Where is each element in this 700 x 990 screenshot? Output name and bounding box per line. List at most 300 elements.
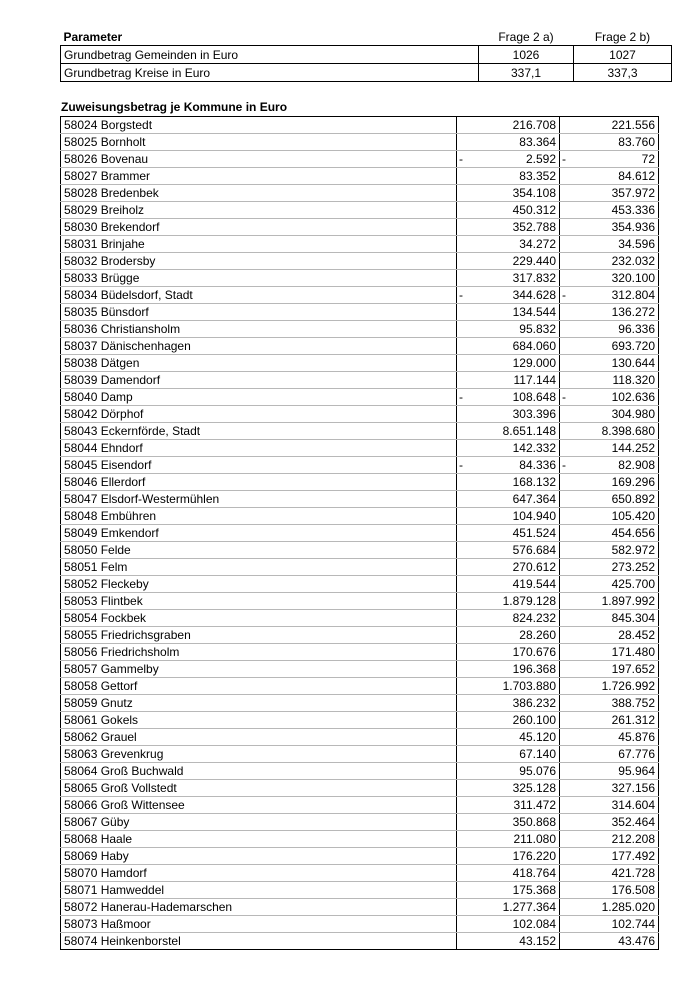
municipality-name: 58066 Groß Wittensee xyxy=(61,797,457,814)
amount-b-cell xyxy=(560,168,659,185)
amount-value: 170.676 xyxy=(512,645,556,659)
amount-a-cell xyxy=(457,287,560,304)
table-row xyxy=(61,763,659,780)
amount-value: 845.304 xyxy=(611,611,655,625)
amount-b-cell xyxy=(560,423,659,440)
amount-b-cell xyxy=(560,899,659,916)
amount-b-cell xyxy=(560,627,659,644)
municipality-name: 58074 Heinkenborstel xyxy=(61,933,457,950)
amount-value: 354.108 xyxy=(512,186,556,200)
amount-value: 453.336 xyxy=(611,203,655,217)
negative-sign: - xyxy=(459,390,463,404)
amount-a-cell xyxy=(457,338,560,355)
amount-b-cell xyxy=(560,763,659,780)
amount-a-cell xyxy=(457,763,560,780)
municipality-name: 58061 Gokels xyxy=(61,712,457,729)
amount-b-cell xyxy=(560,304,659,321)
amount-value: 104.940 xyxy=(512,509,556,523)
table-row xyxy=(61,525,659,542)
table-row xyxy=(61,916,659,933)
parameter-header-row xyxy=(61,28,672,46)
municipality-name: 58054 Fockbek xyxy=(61,610,457,627)
table-row xyxy=(61,236,659,253)
municipality-name: 58047 Elsdorf-Westermühlen xyxy=(61,491,457,508)
amount-value: 28.452 xyxy=(618,628,655,642)
amount-value: 102.744 xyxy=(611,917,655,931)
amount-value: 1.879.128 xyxy=(502,594,556,608)
table-row xyxy=(61,270,659,287)
amount-value: 261.312 xyxy=(611,713,655,727)
amount-a-cell xyxy=(457,236,560,253)
amount-value: 134.544 xyxy=(512,305,556,319)
amount-b-cell xyxy=(560,661,659,678)
amount-value: 647.364 xyxy=(512,492,556,506)
table-row xyxy=(61,474,659,491)
amount-value: 212.208 xyxy=(611,832,655,846)
parameter-label: Grundbetrag Kreise in Euro xyxy=(61,64,479,82)
municipality-name: 58053 Flintbek xyxy=(61,593,457,610)
table-row xyxy=(61,168,659,185)
amount-value: 221.556 xyxy=(611,118,655,132)
amount-b-cell xyxy=(560,355,659,372)
amount-a-cell xyxy=(457,525,560,542)
amount-b-cell xyxy=(560,270,659,287)
table-row xyxy=(61,780,659,797)
table-row xyxy=(61,219,659,236)
table-row xyxy=(61,321,659,338)
amount-value: 419.544 xyxy=(512,577,556,591)
amount-b-cell xyxy=(560,372,659,389)
amount-b-cell xyxy=(560,933,659,950)
table-row xyxy=(61,423,659,440)
table-row xyxy=(61,355,659,372)
table-row xyxy=(61,678,659,695)
amount-a-cell xyxy=(457,593,560,610)
municipality-name: 58057 Gammelby xyxy=(61,661,457,678)
amount-value: 196.368 xyxy=(512,662,556,676)
amount-value: 260.100 xyxy=(512,713,556,727)
negative-sign: - xyxy=(459,458,463,472)
amount-b-cell xyxy=(560,848,659,865)
table-row xyxy=(61,372,659,389)
amount-b-cell xyxy=(560,457,659,474)
parameter-value-a: 337,1 xyxy=(479,64,574,82)
table-row xyxy=(61,134,659,151)
amount-value: 425.700 xyxy=(611,577,655,591)
amount-value: 311.472 xyxy=(513,798,556,812)
table-row xyxy=(61,389,659,406)
amount-b-cell xyxy=(560,797,659,814)
amount-b-cell xyxy=(560,695,659,712)
municipality-name: 58058 Gettorf xyxy=(61,678,457,695)
amount-b-cell xyxy=(560,117,659,134)
amount-value: 454.656 xyxy=(611,526,655,540)
amount-value: 388.752 xyxy=(611,696,655,710)
amount-b-cell xyxy=(560,253,659,270)
municipality-name: 58062 Grauel xyxy=(61,729,457,746)
table-row xyxy=(61,491,659,508)
amount-value: 1.277.364 xyxy=(502,900,556,914)
amount-value: 84.336 xyxy=(519,458,556,472)
municipality-name: 58038 Dätgen xyxy=(61,355,457,372)
municipality-name: 58069 Haby xyxy=(61,848,457,865)
amount-a-cell xyxy=(457,848,560,865)
amount-value: 144.252 xyxy=(611,441,655,455)
amount-value: 108.648 xyxy=(512,390,556,404)
amount-b-cell xyxy=(560,882,659,899)
amount-a-cell xyxy=(457,661,560,678)
amount-value: 175.368 xyxy=(512,883,556,897)
table-row xyxy=(61,695,659,712)
table-row xyxy=(61,542,659,559)
amount-b-cell xyxy=(560,338,659,355)
amount-value: 8.398.680 xyxy=(601,424,655,438)
amount-value: 650.892 xyxy=(611,492,655,506)
amount-a-cell xyxy=(457,644,560,661)
amount-value: 270.612 xyxy=(512,560,556,574)
amount-value: 197.652 xyxy=(611,662,655,676)
document-page xyxy=(60,28,653,950)
amount-value: 216.708 xyxy=(512,118,556,132)
table-row xyxy=(61,593,659,610)
amount-a-cell xyxy=(457,253,560,270)
amount-value: 1.285.020 xyxy=(601,900,655,914)
municipality-name: 58042 Dörphof xyxy=(61,406,457,423)
amount-b-cell xyxy=(560,678,659,695)
amount-value: 421.728 xyxy=(611,866,655,880)
amount-a-cell xyxy=(457,321,560,338)
table-row xyxy=(61,882,659,899)
amount-value: 314.604 xyxy=(611,798,655,812)
amount-b-cell xyxy=(560,287,659,304)
amount-a-cell xyxy=(457,865,560,882)
amount-a-cell xyxy=(457,712,560,729)
amount-value: 357.972 xyxy=(611,186,655,200)
parameter-value-a: 1026 xyxy=(479,46,574,64)
municipality-name: 58025 Bornholt xyxy=(61,134,457,151)
table-row xyxy=(61,644,659,661)
amount-value: 304.980 xyxy=(611,407,655,421)
amount-value: 693.720 xyxy=(611,339,655,353)
municipality-name: 58064 Groß Buchwald xyxy=(61,763,457,780)
municipality-name: 58059 Gnutz xyxy=(61,695,457,712)
table-row xyxy=(61,202,659,219)
municipality-name: 58063 Grevenkrug xyxy=(61,746,457,763)
amount-value: 117.144 xyxy=(513,373,556,387)
table-row xyxy=(61,933,659,950)
municipality-name: 58045 Eisendorf xyxy=(61,457,457,474)
amount-b-cell xyxy=(560,729,659,746)
amount-a-cell xyxy=(457,797,560,814)
amount-a-cell xyxy=(457,457,560,474)
amount-a-cell xyxy=(457,610,560,627)
amount-value: 350.868 xyxy=(512,815,556,829)
amount-value: 229.440 xyxy=(512,254,556,268)
amount-b-cell xyxy=(560,644,659,661)
amount-a-cell xyxy=(457,695,560,712)
amount-value: 95.076 xyxy=(519,764,556,778)
amount-a-cell xyxy=(457,814,560,831)
amount-value: 576.684 xyxy=(512,543,556,557)
table-row xyxy=(61,406,659,423)
amount-value: 450.312 xyxy=(512,203,556,217)
table-row xyxy=(61,831,659,848)
amount-value: 344.628 xyxy=(512,288,556,302)
amount-b-cell xyxy=(560,474,659,491)
amount-b-cell xyxy=(560,219,659,236)
amount-b-cell xyxy=(560,712,659,729)
amount-a-cell xyxy=(457,355,560,372)
amount-value: 582.972 xyxy=(611,543,655,557)
allocation-section-title: Zuweisungsbetrag je Kommune in Euro xyxy=(61,100,288,114)
table-row xyxy=(61,712,659,729)
amount-value: 168.132 xyxy=(512,475,556,489)
amount-value: 303.396 xyxy=(512,407,556,421)
table-row xyxy=(61,304,659,321)
amount-a-cell xyxy=(457,933,560,950)
amount-a-cell xyxy=(457,746,560,763)
municipality-name: 58035 Bünsdorf xyxy=(61,304,457,321)
amount-a-cell xyxy=(457,423,560,440)
amount-b-cell xyxy=(560,185,659,202)
amount-value: 95.832 xyxy=(519,322,556,336)
table-row xyxy=(61,610,659,627)
amount-a-cell xyxy=(457,389,560,406)
parameter-label: Grundbetrag Gemeinden in Euro xyxy=(61,46,479,64)
amount-b-cell xyxy=(560,389,659,406)
amount-a-cell xyxy=(457,406,560,423)
table-row xyxy=(61,848,659,865)
table-row xyxy=(61,627,659,644)
municipality-name: 58046 Ellerdorf xyxy=(61,474,457,491)
table-row xyxy=(61,457,659,474)
amount-a-cell xyxy=(457,882,560,899)
amount-value: 82.908 xyxy=(618,458,655,472)
table-row xyxy=(61,576,659,593)
amount-b-cell xyxy=(560,593,659,610)
amount-b-cell xyxy=(560,576,659,593)
allocation-table xyxy=(60,116,659,950)
municipality-name: 58032 Brodersby xyxy=(61,253,457,270)
amount-b-cell xyxy=(560,746,659,763)
amount-value: 34.596 xyxy=(618,237,655,251)
table-row xyxy=(61,440,659,457)
amount-value: 325.128 xyxy=(512,781,556,795)
amount-value: 83.352 xyxy=(519,169,556,183)
amount-value: 1.726.992 xyxy=(601,679,655,693)
parameter-value-b: 1027 xyxy=(574,46,672,64)
negative-sign: - xyxy=(562,390,566,404)
amount-value: 95.964 xyxy=(618,764,655,778)
municipality-name: 58049 Emkendorf xyxy=(61,525,457,542)
amount-a-cell xyxy=(457,899,560,916)
municipality-name: 58034 Büdelsdorf, Stadt xyxy=(61,287,457,304)
negative-sign: - xyxy=(459,288,463,302)
amount-a-cell xyxy=(457,151,560,168)
parameter-header-label: Parameter xyxy=(63,29,123,44)
amount-value: 320.100 xyxy=(611,271,655,285)
table-row xyxy=(61,338,659,355)
amount-a-cell xyxy=(457,491,560,508)
table-row xyxy=(61,117,659,134)
amount-value: 684.060 xyxy=(512,339,556,353)
municipality-name: 58068 Haale xyxy=(61,831,457,848)
amount-a-cell xyxy=(457,304,560,321)
amount-value: 169.296 xyxy=(611,475,655,489)
amount-b-cell xyxy=(560,202,659,219)
municipality-name: 58073 Haßmoor xyxy=(61,916,457,933)
amount-value: 118.320 xyxy=(612,373,655,387)
amount-value: 352.464 xyxy=(611,815,655,829)
amount-value: 102.636 xyxy=(611,390,655,404)
amount-a-cell xyxy=(457,270,560,287)
amount-value: 451.524 xyxy=(512,526,556,540)
amount-a-cell xyxy=(457,202,560,219)
amount-value: 67.140 xyxy=(519,747,556,761)
amount-b-cell xyxy=(560,559,659,576)
amount-b-cell xyxy=(560,865,659,882)
municipality-name: 58031 Brinjahe xyxy=(61,236,457,253)
amount-value: 354.936 xyxy=(611,220,655,234)
municipality-name: 58040 Damp xyxy=(61,389,457,406)
amount-value: 176.508 xyxy=(611,883,655,897)
amount-value: 83.364 xyxy=(519,135,556,149)
negative-sign: - xyxy=(459,152,463,166)
parameter-row xyxy=(61,46,672,64)
amount-value: 28.260 xyxy=(519,628,556,642)
amount-value: 45.120 xyxy=(519,730,556,744)
municipality-name: 58065 Groß Vollstedt xyxy=(61,780,457,797)
amount-a-cell xyxy=(457,185,560,202)
amount-value: 129.000 xyxy=(512,356,556,370)
amount-value: 824.232 xyxy=(512,611,556,625)
amount-value: 130.644 xyxy=(611,356,655,370)
table-row xyxy=(61,865,659,882)
amount-a-cell xyxy=(457,440,560,457)
table-row xyxy=(61,253,659,270)
amount-b-cell xyxy=(560,440,659,457)
amount-a-cell xyxy=(457,678,560,695)
amount-value: 102.084 xyxy=(512,917,556,931)
amount-value: 273.252 xyxy=(611,560,655,574)
amount-a-cell xyxy=(457,576,560,593)
amount-b-cell xyxy=(560,814,659,831)
amount-value: 136.272 xyxy=(611,305,655,319)
amount-b-cell xyxy=(560,525,659,542)
amount-a-cell xyxy=(457,780,560,797)
parameter-value-b: 337,3 xyxy=(574,64,672,82)
municipality-name: 58050 Felde xyxy=(61,542,457,559)
municipality-name: 58026 Bovenau xyxy=(61,151,457,168)
parameter-header-col-b: Frage 2 b) xyxy=(594,29,651,44)
amount-value: 105.420 xyxy=(611,509,655,523)
amount-value: 72 xyxy=(641,152,655,166)
amount-value: 317.832 xyxy=(512,271,556,285)
amount-a-cell xyxy=(457,559,560,576)
amount-value: 96.336 xyxy=(618,322,655,336)
amount-value: 176.220 xyxy=(512,849,556,863)
table-row xyxy=(61,185,659,202)
table-row xyxy=(61,746,659,763)
amount-b-cell xyxy=(560,406,659,423)
municipality-name: 58028 Bredenbek xyxy=(61,185,457,202)
amount-value: 211.080 xyxy=(513,832,556,846)
amount-value: 232.032 xyxy=(611,254,655,268)
table-row xyxy=(61,287,659,304)
negative-sign: - xyxy=(562,458,566,472)
amount-value: 312.804 xyxy=(611,288,655,302)
parameter-row xyxy=(61,64,672,82)
amount-a-cell xyxy=(457,372,560,389)
amount-value: 386.232 xyxy=(512,696,556,710)
amount-a-cell xyxy=(457,916,560,933)
amount-value: 67.776 xyxy=(618,747,655,761)
municipality-name: 58052 Fleckeby xyxy=(61,576,457,593)
municipality-name: 58071 Hamweddel xyxy=(61,882,457,899)
municipality-name: 58056 Friedrichsholm xyxy=(61,644,457,661)
amount-value: 327.156 xyxy=(611,781,655,795)
table-row xyxy=(61,151,659,168)
amount-value: 1.703.880 xyxy=(502,679,556,693)
municipality-name: 58036 Christiansholm xyxy=(61,321,457,338)
amount-value: 177.492 xyxy=(611,849,655,863)
amount-a-cell xyxy=(457,219,560,236)
municipality-name: 58027 Brammer xyxy=(61,168,457,185)
table-row xyxy=(61,508,659,525)
amount-a-cell xyxy=(457,474,560,491)
amount-b-cell xyxy=(560,780,659,797)
table-row xyxy=(61,559,659,576)
table-row xyxy=(61,814,659,831)
amount-value: 418.764 xyxy=(512,866,556,880)
amount-b-cell xyxy=(560,491,659,508)
amount-value: 84.612 xyxy=(618,169,655,183)
amount-a-cell xyxy=(457,542,560,559)
parameter-header-col-a: Frage 2 a) xyxy=(498,29,554,44)
amount-b-cell xyxy=(560,508,659,525)
municipality-name: 58070 Hamdorf xyxy=(61,865,457,882)
table-row xyxy=(61,661,659,678)
municipality-name: 58072 Hanerau-Hademarschen xyxy=(61,899,457,916)
table-row xyxy=(61,797,659,814)
amount-value: 2.592 xyxy=(525,152,556,166)
municipality-name: 58044 Ehndorf xyxy=(61,440,457,457)
amount-value: 8.651.148 xyxy=(502,424,556,438)
amount-b-cell xyxy=(560,542,659,559)
amount-b-cell xyxy=(560,134,659,151)
amount-value: 142.332 xyxy=(512,441,556,455)
amount-a-cell xyxy=(457,117,560,134)
amount-value: 43.152 xyxy=(519,934,556,948)
municipality-name: 58029 Breiholz xyxy=(61,202,457,219)
amount-a-cell xyxy=(457,134,560,151)
amount-a-cell xyxy=(457,831,560,848)
municipality-name: 58037 Dänischenhagen xyxy=(61,338,457,355)
amount-b-cell xyxy=(560,831,659,848)
municipality-name: 58051 Felm xyxy=(61,559,457,576)
negative-sign: - xyxy=(562,288,566,302)
amount-a-cell xyxy=(457,508,560,525)
parameter-table xyxy=(60,28,672,82)
municipality-name: 58039 Damendorf xyxy=(61,372,457,389)
amount-b-cell xyxy=(560,151,659,168)
municipality-name: 58043 Eckernförde, Stadt xyxy=(61,423,457,440)
municipality-name: 58067 Güby xyxy=(61,814,457,831)
municipality-name: 58048 Embühren xyxy=(61,508,457,525)
municipality-name: 58030 Brekendorf xyxy=(61,219,457,236)
negative-sign: - xyxy=(562,152,566,166)
amount-a-cell xyxy=(457,729,560,746)
